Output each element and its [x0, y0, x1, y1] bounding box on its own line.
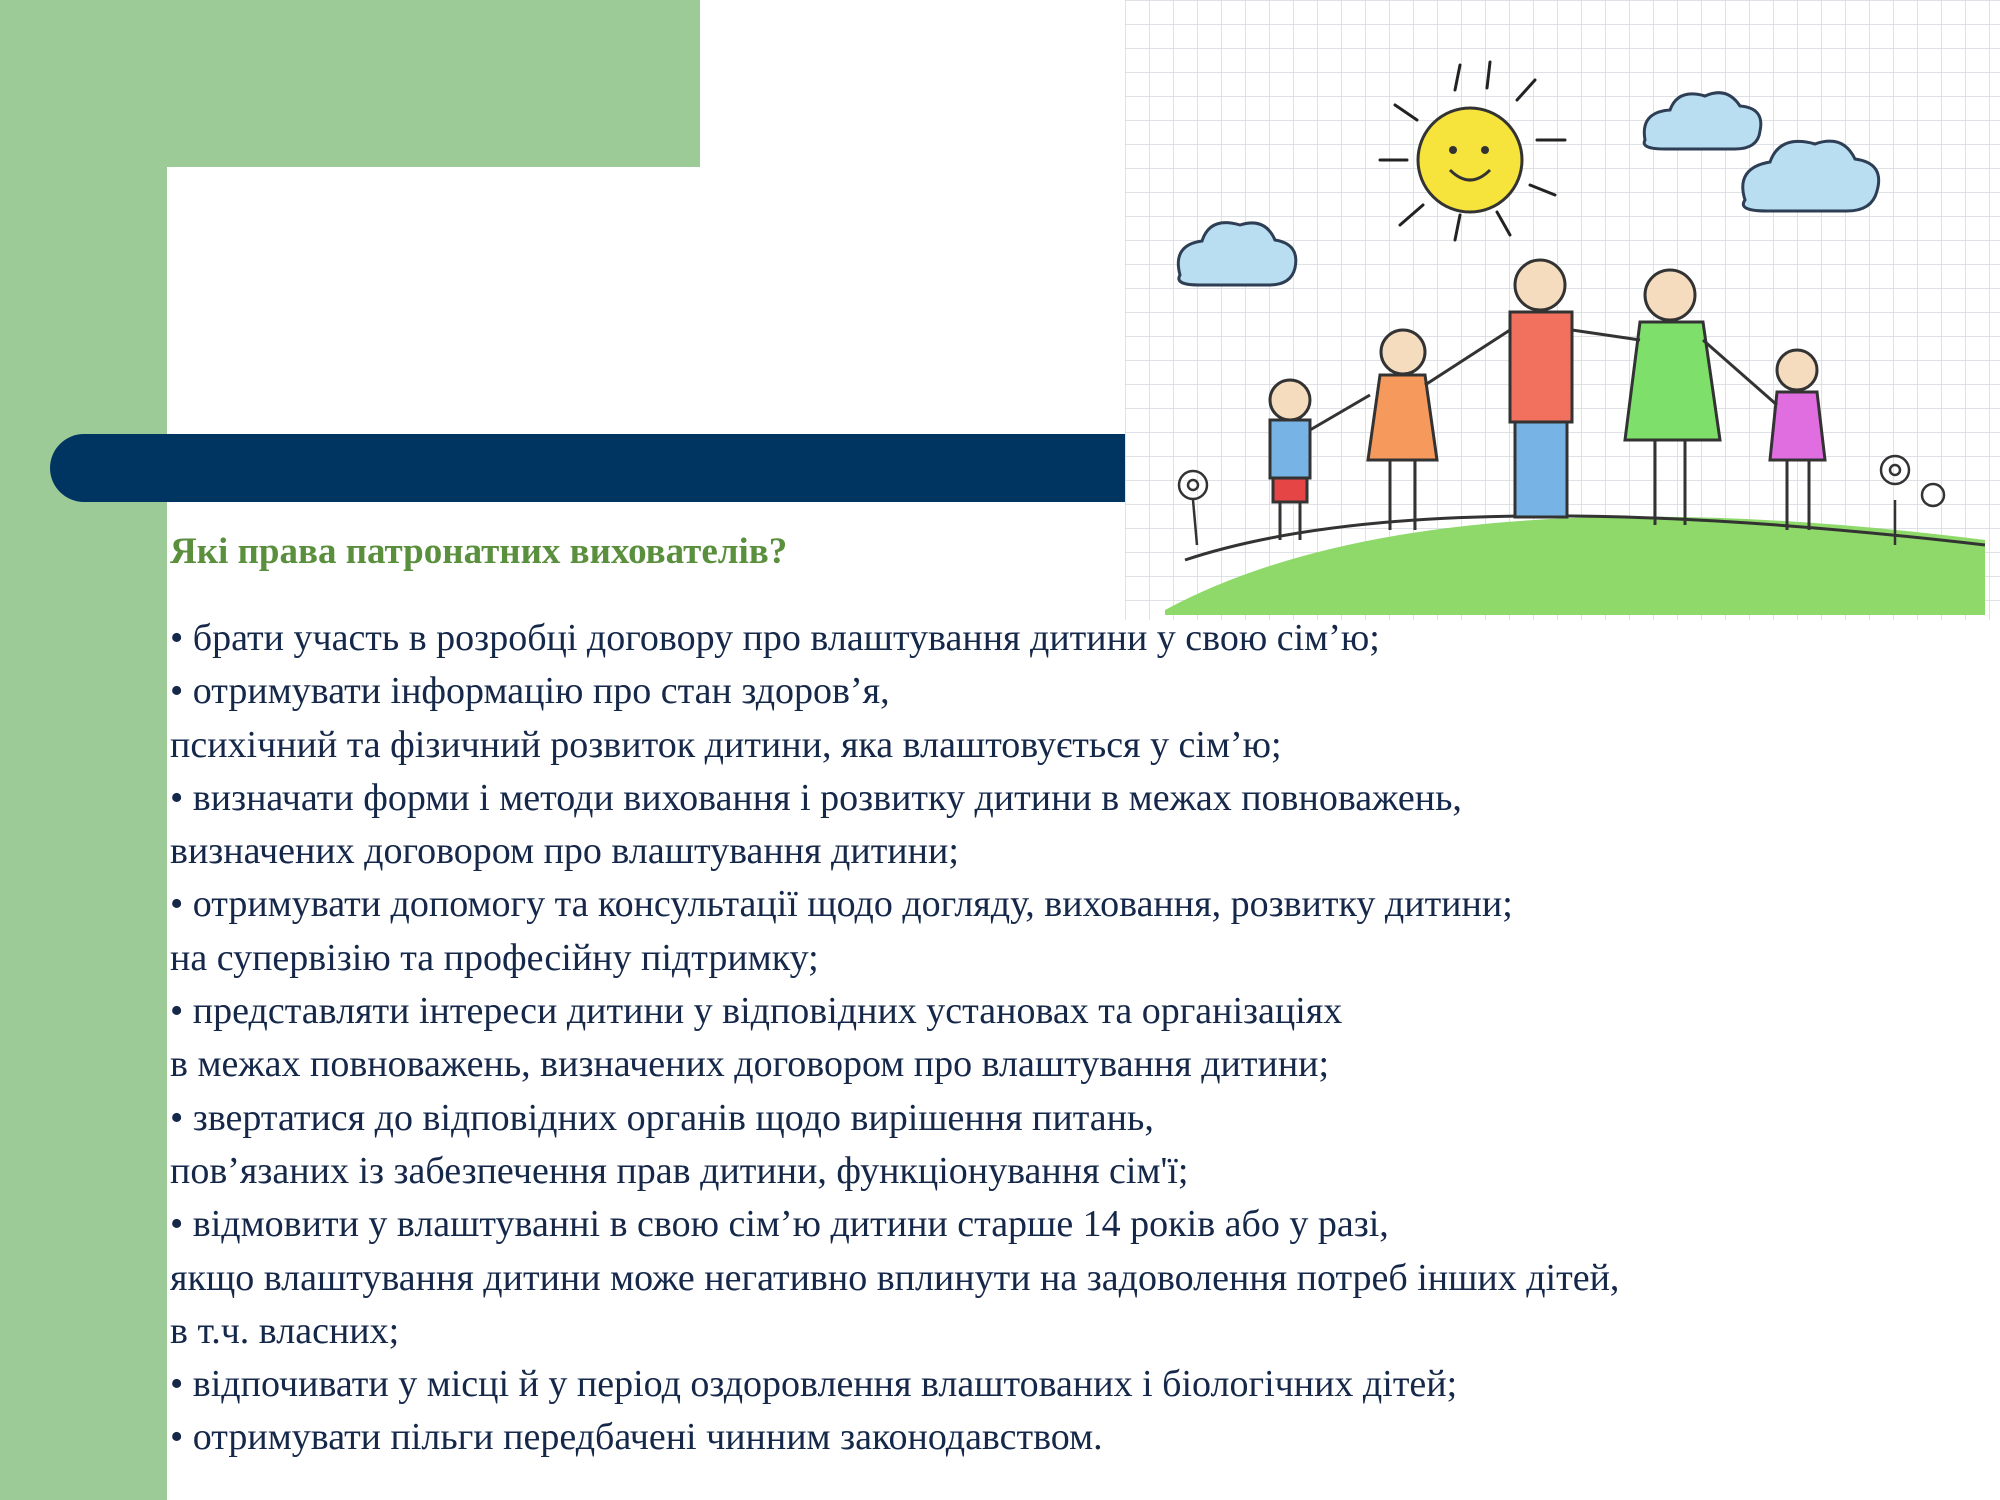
green-side-block [0, 0, 167, 1500]
title-bar [50, 434, 1130, 502]
rights-line: на супервізію та професійну підтримку; [170, 936, 819, 979]
green-top-block [0, 0, 700, 167]
rights-line: • отримувати допомогу та консультації щодо догляду, виховання, розвитку дитини; [170, 883, 1513, 926]
rights-line: • брати участь в розробці договору про влаштування дитини у свою сім’ю; [170, 617, 1380, 659]
rights-line: • звертатися до відповідних органів щодо вирішення питань, [170, 1096, 1154, 1139]
rights-line: пов’язаних із забезпечення прав дитини, функціонування сім'ї; [170, 1149, 1189, 1192]
rights-line: • визначати форми і методи виховання і розвитку дитини в межах повноважень, [170, 776, 1462, 819]
rights-line: • отримувати пільги передбачені чинним законодавством. [170, 1416, 1103, 1459]
rights-line: визначених договором про влаштування дитини; [170, 830, 959, 873]
rights-line: • відпочивати у місці й у період оздоровлення влаштованих і біологічних дітей; [170, 1363, 1458, 1406]
slide-heading: Які права патронатних вихователів? [170, 531, 788, 572]
rights-line: в межах повноважень, визначених договором про влаштування дитини; [170, 1043, 1330, 1086]
rights-line: • відмовити у влаштуванні в свою сім’ю дитини старше 14 років або у разі, [170, 1203, 1389, 1246]
rights-line: якщо влаштування дитини може негативно вплинути на задоволення потреб інших дітей, [170, 1256, 1620, 1299]
rights-list [170, 612, 1970, 1465]
rights-line: • представляти інтереси дитини у відповідних установах та організаціях [170, 990, 1343, 1033]
rights-line: • отримувати інформацію про стан здоров’я, [170, 670, 890, 713]
rights-line: психічний та фізичний розвиток дитини, яка влаштовується у сім’ю; [170, 723, 1282, 766]
family-drawing [1125, 0, 2000, 620]
rights-line: в т.ч. власних; [170, 1309, 400, 1352]
